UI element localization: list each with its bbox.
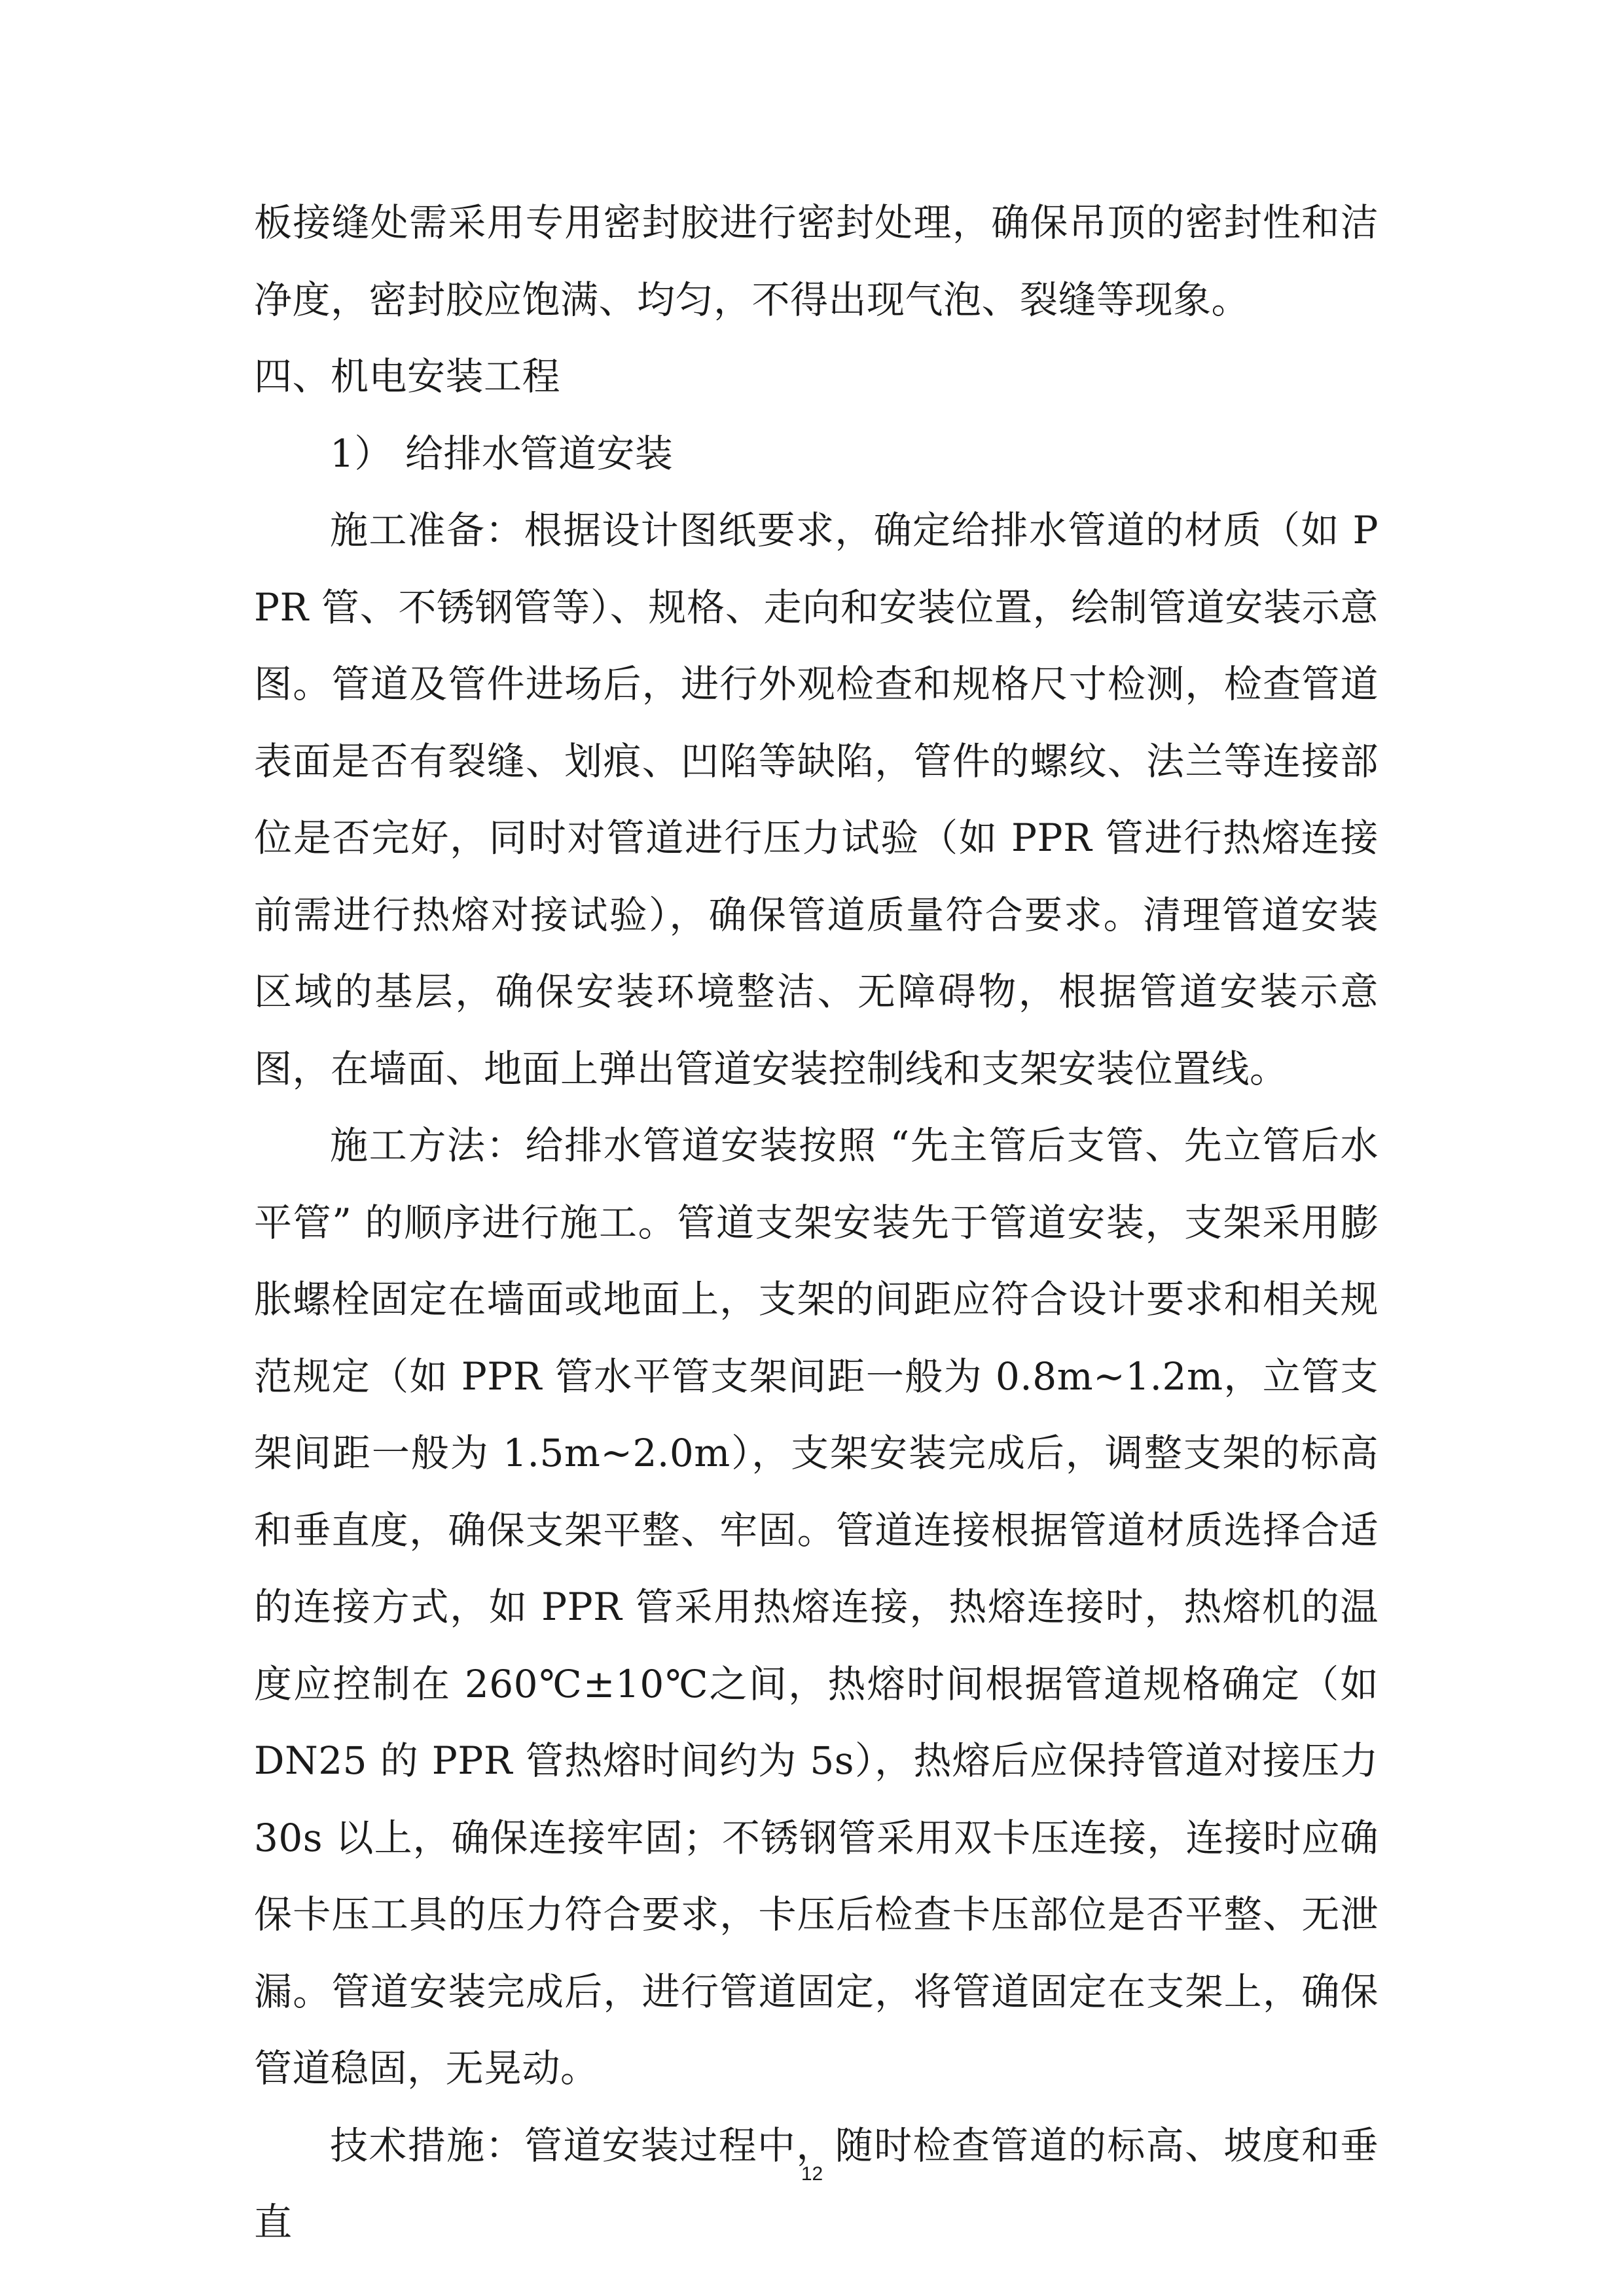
paragraph-continuation: 板接缝处需采用专用密封胶进行密封处理，确保吊顶的密封性和洁净度，密封胶应饱满、均匀，不得出现气泡、裂缝等现象。 [254,200,1379,322]
page-number: 12 [801,2163,823,2185]
paragraph-construction-preparation: 施工准备：根据设计图纸要求，确定给排水管道的材质（如 PPR 管、不锈钢管等）、规格、走向和安装位置，绘制管道安装示意图。管道及管件进场后，进行外观检查和规格尺寸检测，检查管道表面是否有裂缝、划痕、凹陷等缺陷，管件的螺纹、法兰等连接部位是否完好，同时对管道进行压力试验（如 PPR 管进行热熔连接前需进行热熔对接试验），确保管道质量符合要求。清理管道安装区域的基层，确保安装环境整洁、无障碍物，根据管道安装示意图，在墙面、地面上弹出管道安装控制线和支架安装位置线。 [254,508,1379,1091]
paragraph-technical-measures: 技术措施：管道安装过程中，随时检查管道的标高、坡度和垂直 [254,2123,1379,2244]
paragraph-construction-method: 施工方法：给排水管道安装按照 “先主管后支管、先立管后水平管” 的顺序进行施工。管道支架安装先于管道安装，支架采用膨胀螺栓固定在墙面或地面上，支架的间距应符合设计要求和相关规范规定（如 PPR 管水平管支架间距一般为 0.8m~1.2m，立管支架间距一般为 1.5m~2.0m），支架安装完成后，调整支架的标高和垂直度，确保支架平整、牢固。管道连接根据管道材质选择合适的连接方式，如 PPR 管采用热熔连接，热熔连接时，热熔机的温度应控制在 260℃±10℃之间，热熔时间根据管道规格确定（如 DN25 的 PPR 管热熔时间约为 5s），热熔后应保持管道对接压力 30s 以上，确保连接牢固；不锈钢管采用双卡压连接，连接时应确保卡压工具的压力符合要求，卡压后检查卡压部位是否平整、无泄漏。管道安装完成后，进行管道固定，将管道固定在支架上，确保管道稳固，无晃动。 [254,1123,1379,2090]
section-heading: 四、机电安装工程 [254,354,561,399]
subsection-heading: 1） 给排水管道安装 [330,431,674,476]
page-content [254,185,1379,2261]
